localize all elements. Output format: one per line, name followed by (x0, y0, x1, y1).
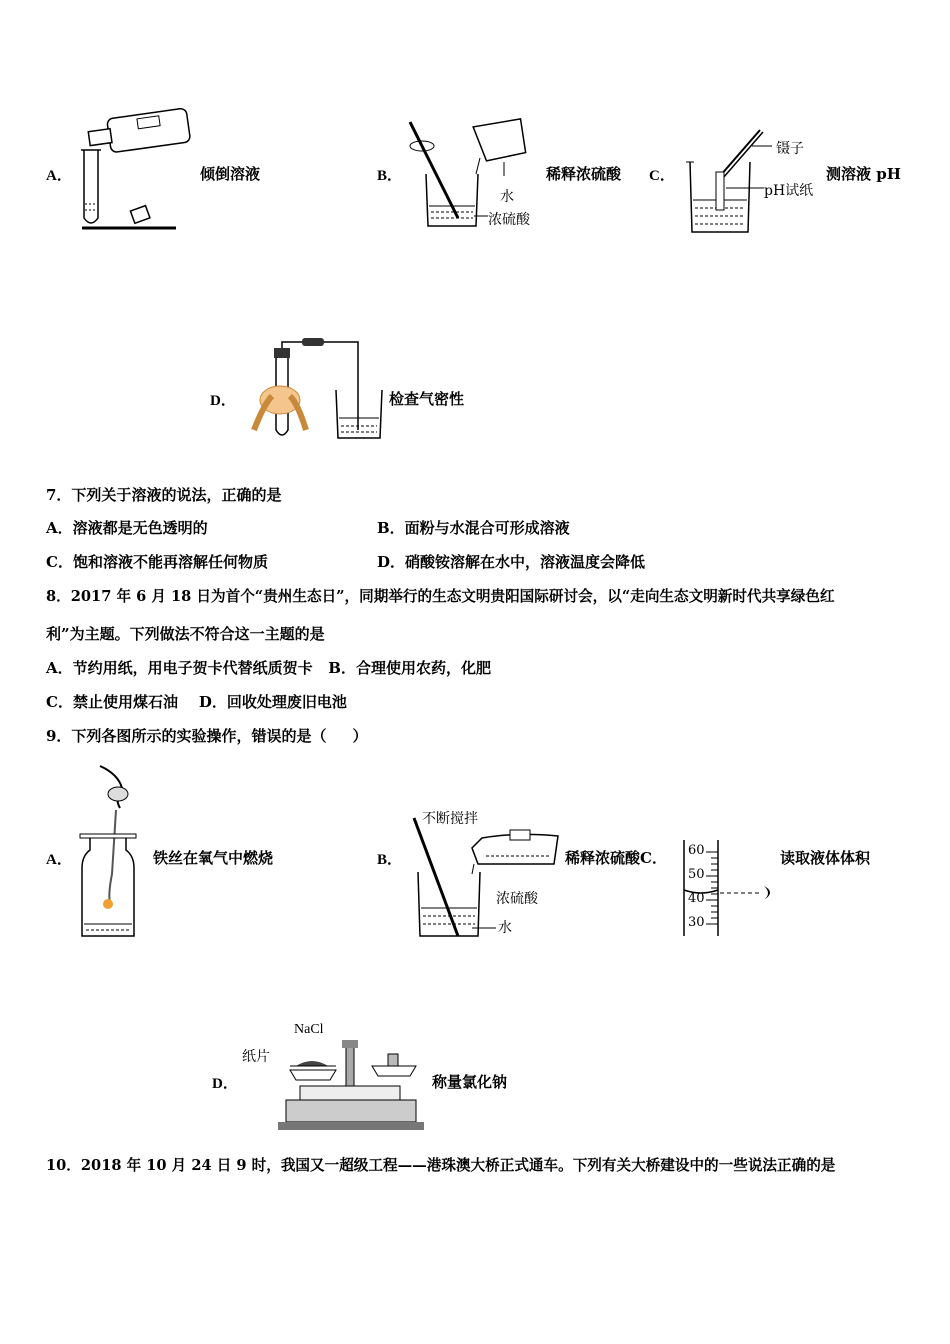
q9-b-stir-label: 不断搅拌 (422, 811, 478, 827)
test-tube-icon (81, 150, 101, 223)
q9-option-c-caption: 读取液体体积 (780, 849, 871, 867)
q6-c-paper-label: pH试纸 (764, 183, 814, 199)
q8-stem-line2: 利”为主题。下列做法不符合这一主题的是 (46, 625, 325, 643)
stopper-icon (274, 348, 290, 358)
q9-b-acid-label: 浓硫酸 (496, 891, 538, 907)
q6-option-b-letter: B． (377, 168, 403, 184)
q9-c-tick-60: 60 (688, 843, 705, 858)
beaker-icon (418, 872, 480, 936)
q6-option-c-letter: C． (649, 168, 675, 184)
q6-option-d-letter: D． (210, 393, 236, 409)
q8-options-ab: A．节约用纸，用电子贺卡代替纸质贺卡 B．合理使用农药，化肥 (46, 659, 491, 677)
q9-option-b-letter: B． (377, 852, 403, 868)
q6-option-b-caption: 稀释浓硫酸 (546, 165, 622, 183)
q9-option-b-caption: 稀释浓硫酸C． (565, 849, 667, 867)
balance-base-icon (286, 1100, 416, 1122)
q6-option-a-caption: 倾倒溶液 (200, 165, 261, 183)
q6-option-c-caption: 测溶液 pH (826, 165, 901, 183)
q9-stem: 9．下列各图所示的实验操作，错误的是（ ） (46, 727, 368, 745)
pouring-beaker-icon (473, 118, 527, 162)
tweezers-icon (720, 130, 760, 176)
glass-rod-icon (410, 122, 458, 218)
q9-option-a-letter: A． (46, 852, 72, 868)
q6-option-d-caption: 检查气密性 (389, 390, 465, 408)
q6-option-a-letter: A． (46, 168, 72, 184)
q8-options-cd: C．禁止使用煤石油 D．回收处理废旧电池 (46, 693, 347, 711)
q7-option-a: A．溶液都是无色透明的 (46, 519, 208, 537)
gas-bottle-icon (82, 838, 134, 936)
beaker-icon (336, 390, 382, 438)
q9-b-water-label: 水 (498, 920, 512, 936)
glass-rod-icon (414, 818, 458, 936)
q7-option-d: D．硝酸铵溶解在水中，溶液温度会降低 (377, 553, 646, 571)
q6-c-tweezers-label: 镊子 (776, 141, 804, 157)
q7-stem: 7．下列关于溶液的说法，正确的是 (46, 486, 282, 504)
weight-icon (388, 1054, 398, 1066)
hand-icon (108, 787, 128, 801)
eye-icon (764, 886, 770, 900)
q9-c-tick-50: 50 (688, 867, 705, 882)
q9-d-paper-label: 纸片 (242, 1049, 270, 1065)
q9-option-d-caption: 称量氯化钠 (432, 1073, 508, 1091)
ph-paper-icon (716, 172, 724, 210)
q9-option-d-figure (276, 1036, 426, 1136)
q6-b-water-label: 水 (500, 189, 514, 205)
reagent-bottle-icon (87, 108, 191, 156)
flame-icon (103, 899, 113, 909)
q9-option-a-figure (78, 764, 148, 940)
q9-c-tick-40: 40 (688, 891, 705, 906)
right-pan-icon (372, 1066, 416, 1076)
q8-stem-line1: 8．2017 年 6 月 18 日为首个“贵州生态日”，同期举行的生态文明贵阳国际研讨会，以“走向生态文明新时代共享绿色红 (46, 588, 835, 605)
q9-c-tick-30: 30 (688, 915, 705, 930)
q9-d-nacl-label: NaCl (294, 1022, 324, 1037)
q6-b-acid-label: 浓硫酸 (488, 212, 530, 228)
q7-option-c: C．饱和溶液不能再溶解任何物质 (46, 553, 268, 571)
q9-option-d-letter: D． (212, 1076, 238, 1092)
stopper-icon (130, 206, 149, 224)
delivery-tube-icon (282, 342, 358, 430)
iron-wire-icon (109, 810, 116, 904)
q9-option-b-figure (406, 812, 566, 940)
left-pan-icon (290, 1070, 336, 1080)
q6-option-a-figure (78, 100, 198, 235)
q6-option-d-figure (246, 334, 386, 444)
q7-option-b: B．面粉与水混合可形成溶液 (377, 519, 570, 537)
q9-option-a-caption: 铁丝在氧气中燃烧 (153, 849, 274, 867)
nacl-pile-icon (296, 1061, 328, 1066)
q10-stem: 10．2018 年 10 月 24 日 9 时，我国又一超级工程——港珠澳大桥正式通车。下列有关大桥建设中的一些说法正确的是 (46, 1157, 836, 1174)
q6-option-c-figure (682, 126, 772, 236)
